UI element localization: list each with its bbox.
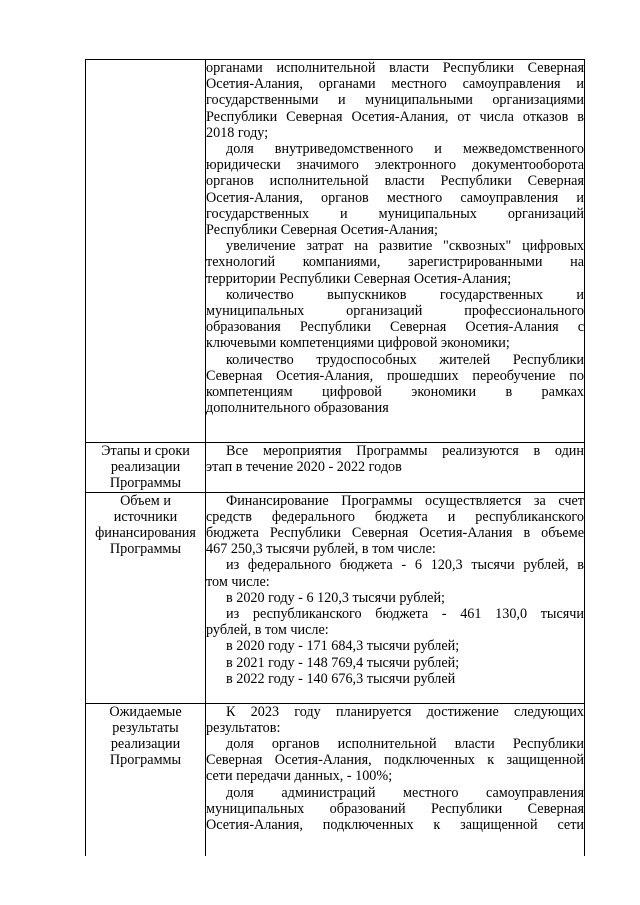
content-line: К 2023 году планируется достижение следующих bbox=[226, 703, 584, 720]
content-line: образования Республики Северная Осетия-Алания с bbox=[206, 319, 584, 336]
row-label-line: источники bbox=[113, 508, 178, 525]
row-label-cell bbox=[86, 492, 206, 703]
row-label-line: результаты bbox=[112, 719, 179, 736]
content-line: муниципальных образований Республики Северная bbox=[206, 800, 584, 817]
row-label-line: Программы bbox=[109, 541, 182, 558]
content-line: этап в течение 2020 - 2022 годов bbox=[206, 459, 402, 476]
content-line: органами исполнительной власти Республики Северная bbox=[206, 60, 584, 76]
content-line: компетенциям цифровой экономики в рамках bbox=[206, 384, 584, 401]
content-line: Финансирование Программы осуществляется за счет bbox=[226, 492, 584, 509]
content-line: государственными и муниципальными организациями bbox=[206, 92, 584, 109]
content-line: из федерального бюджета - 6 120,3 тысячи рублей, в bbox=[226, 557, 584, 574]
content-line: Осетия-Алания, органов местного самоуправления и bbox=[206, 189, 584, 206]
content-line: доля органов исполнительной власти Республики bbox=[226, 736, 584, 753]
content-line: сети передачи данных, - 100%; bbox=[206, 768, 393, 785]
row-label-cell bbox=[86, 703, 206, 856]
content-line: территории Республики Северная Осетия-Алания; bbox=[206, 270, 512, 287]
content-line: государственных и муниципальных организаций bbox=[206, 205, 584, 222]
content-line: в 2020 году - 6 120,3 тысячи рублей; bbox=[226, 589, 445, 606]
content-line: Республики Северная Осетия-Алания; bbox=[206, 222, 438, 239]
content-line: количество выпускников государственных и bbox=[226, 286, 584, 303]
content-line: доля внутриведомственного и межведомственного bbox=[226, 141, 584, 158]
content-line: дополнительного образования bbox=[206, 400, 389, 417]
row-label-cell bbox=[86, 60, 206, 443]
row-label-line: реализации bbox=[110, 736, 181, 753]
content-line: из республиканского бюджета - 461 130,0 тысячи bbox=[226, 606, 584, 623]
row-label-line: Этапы и сроки bbox=[101, 443, 190, 459]
content-line: Осетия-Алания, подключенных к защищенной сети bbox=[206, 817, 584, 834]
row-content-cell bbox=[206, 60, 585, 443]
content-line: 2018 году; bbox=[206, 124, 269, 141]
content-line: Осетия-Алания, органами местного самоуправления и bbox=[206, 76, 584, 93]
content-line: Северная Осетия-Алания, прошедших переобучение по bbox=[206, 367, 584, 384]
row-label-line: Программы bbox=[109, 752, 182, 769]
row-label-line: реализации bbox=[110, 459, 181, 476]
content-line: Северная Осетия-Алания, подключенных к защищенной bbox=[206, 752, 584, 769]
row-label-line: Объем и bbox=[120, 492, 171, 509]
content-line: технологий компаниями, зарегистрированными на bbox=[206, 254, 584, 271]
content-line: ключевыми компетенциями цифровой экономики; bbox=[206, 335, 510, 352]
table-row bbox=[86, 60, 585, 443]
content-line: бюджета Республики Северная Осетия-Алания в объеме bbox=[206, 525, 584, 542]
row-label-line: Ожидаемые bbox=[109, 703, 182, 720]
content-line: органов исполнительной власти Республики Северная bbox=[206, 173, 584, 190]
table-row bbox=[86, 703, 585, 856]
content-line: средств федерального бюджета и республиканского bbox=[206, 508, 584, 525]
row-label-cell bbox=[86, 443, 206, 493]
content-line: 467 250,3 тысячи рублей, в том числе: bbox=[206, 541, 436, 558]
content-line: в 2021 году - 148 769,4 тысячи рублей; bbox=[226, 654, 460, 671]
content-line: Все мероприятия Программы реализуются в один bbox=[226, 443, 584, 459]
row-content-cell bbox=[206, 492, 585, 703]
content-line: количество трудоспособных жителей Республики bbox=[226, 351, 584, 368]
content-line: увеличение затрат на развитие "сквозных" цифровых bbox=[226, 238, 584, 255]
table-body bbox=[86, 60, 585, 856]
content-line: юридически значимого электронного документооборота bbox=[206, 157, 584, 174]
content-line: в 2020 году - 171 684,3 тысячи рублей; bbox=[226, 638, 460, 655]
row-label-line: финансирования bbox=[95, 525, 196, 542]
row-content-cell bbox=[206, 443, 585, 493]
row-label-line: Программы bbox=[109, 475, 182, 492]
content-line: Республики Северная Осетия-Алания, от числа отказов в bbox=[206, 108, 584, 125]
content-line: рублей, в том числе: bbox=[206, 622, 329, 639]
content-line: том числе: bbox=[206, 573, 270, 590]
content-line: результатов: bbox=[206, 719, 281, 736]
content-line: муниципальных организаций профессионального bbox=[206, 303, 584, 320]
table-row bbox=[86, 443, 585, 493]
row-content-cell bbox=[206, 703, 585, 856]
content-line: в 2022 году - 140 676,3 тысячи рублей bbox=[226, 670, 456, 687]
table-row bbox=[86, 492, 585, 703]
content-line: доля администраций местного самоуправления bbox=[226, 784, 584, 801]
program-passport-table bbox=[85, 59, 585, 856]
